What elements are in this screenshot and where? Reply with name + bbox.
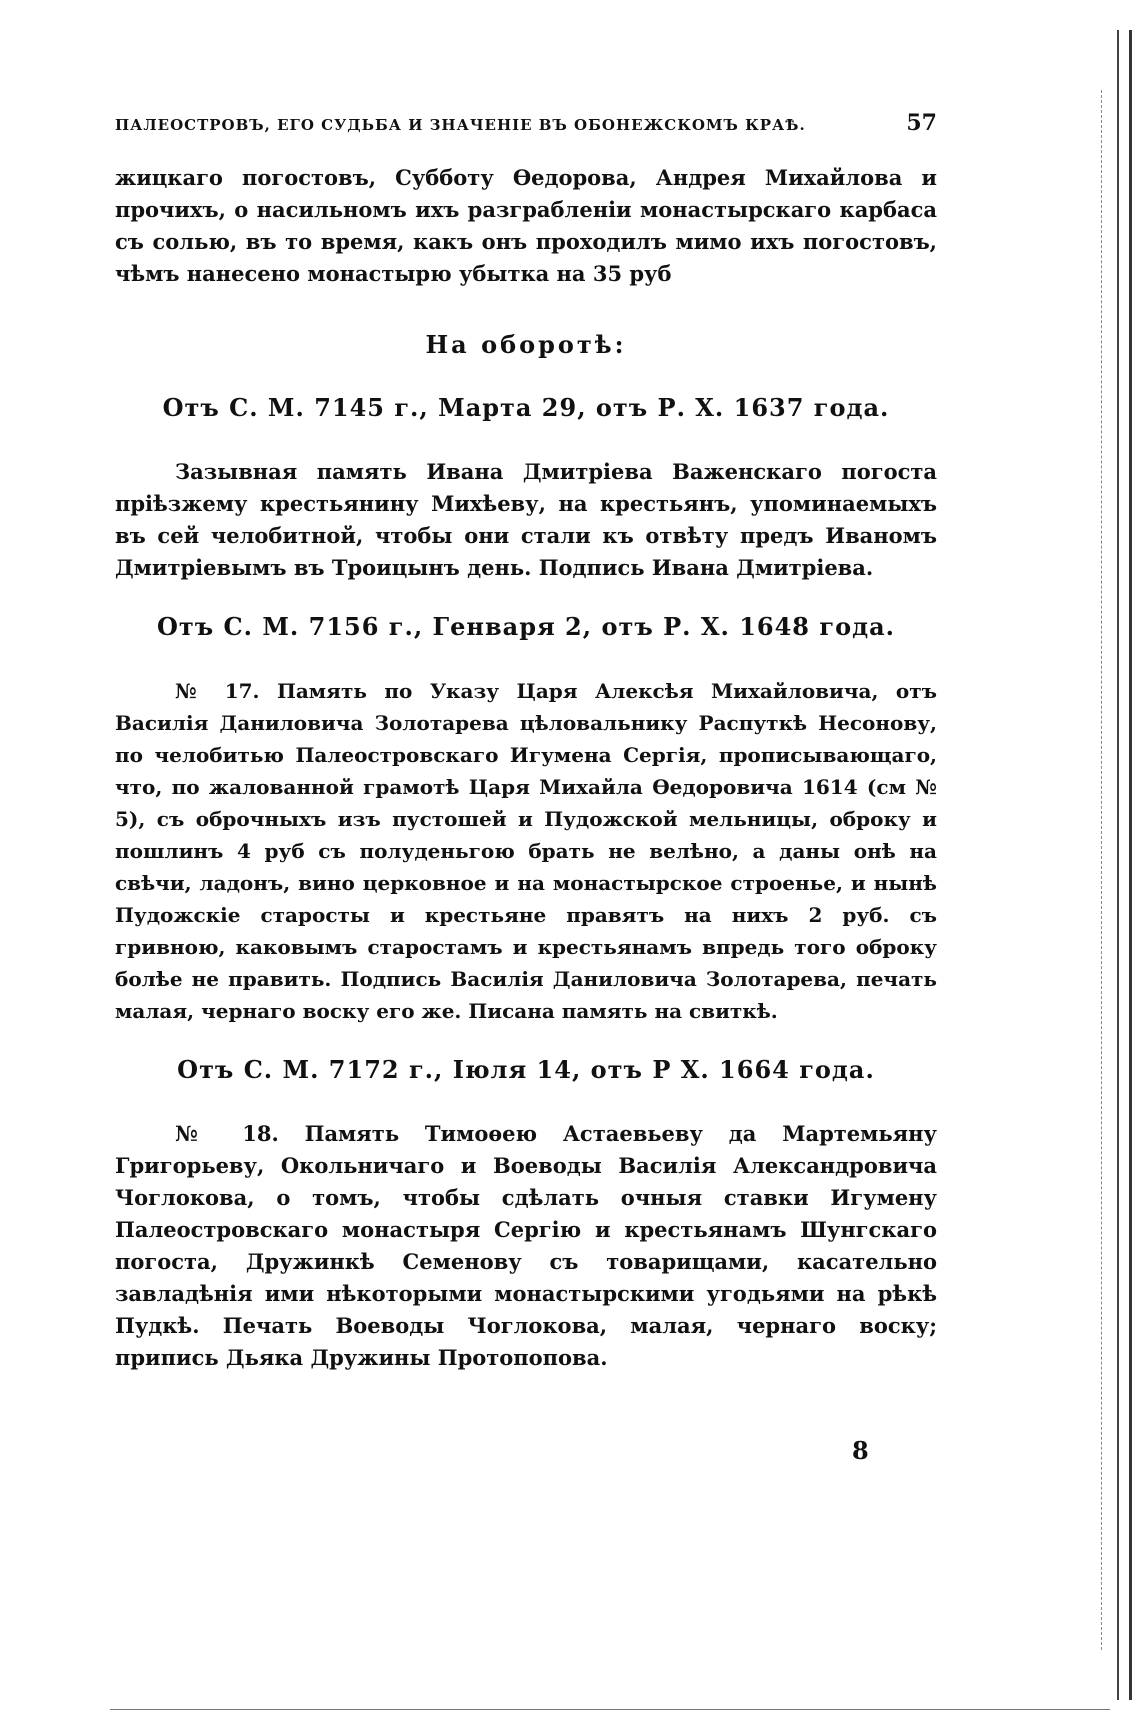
running-title: ПАЛЕОСТРОВЪ, ЕГО СУДЬБА И ЗНАЧЕНІЕ ВЪ ОБОНЕЖСКОМЪ КРАѢ.	[115, 116, 806, 134]
entry-date: Отъ С. М. 7172 г., Іюля 14, отъ Р Х. 1664 года.	[177, 1055, 875, 1084]
entry-text: № 18. Память Тимоѳею Астаевьеву да Мартемьяну Григорьеву, Окольничаго и Воеводы Василія Александровича Чоглокова, о томъ, чтобы сдѣлать очныя ставки Игумену Палеостровскаго монастыря Сергію и крестьянамъ Шунгскаго погоста, Дружинкѣ Семенову съ товарищами, касательно завладѣнія ими нѣкоторыми монастырскими угодьями на рѣкѣ Пудкѣ. Печать Воеводы Чоглокова, малая, чернаго воску; припись Дьяка Дружины Протопопова.	[115, 1121, 937, 1370]
entry-text: № 17. Память по Указу Царя Алексѣя Михайловича, отъ Василія Даниловича Золотарева цѣловальнику Распуткѣ Несонову, по челобитью Палеостровскаго Игумена Сергія, прописывающаго, что, по жалованной грамотѣ Царя Михайла Ѳедоровича 1614 (см № 5), съ оброчныхъ изъ пустошей и Пудожской мельницы, оброку и пошлинъ 4 руб съ полуденьгою брать не велѣно, а даны онѣ на свѣчи, ладонъ, вино церковное и на монастырское строенье, и нынѣ Пудожскіе старосты и крестьяне правятъ на нихъ 2 руб. съ гривною, каковымъ старостамъ и крестьянамъ впредь того оброку болѣе не править. Подпись Василія Даниловича Золотарева, печать малая, чернаго воску его же. Писана память на свиткѣ.	[115, 679, 937, 1023]
page-number: 57	[906, 110, 937, 136]
text-column	[115, 110, 937, 1374]
reverse-heading: На оборотѣ:	[425, 330, 627, 359]
entry-date: Отъ С. М. 7145 г., Марта 29, отъ Р. Х. 1637 года.	[162, 393, 890, 422]
signature-mark: 8	[852, 1436, 869, 1465]
binding-shadow	[1101, 90, 1102, 1650]
running-header	[115, 110, 937, 136]
intro-paragraph: жицкаго погостовъ, Субботу Ѳедорова, Андрея Михайлова и прочихъ, о насильномъ ихъ разграбленіи монастырскаго карбаса съ солью, въ то время, какъ онъ проходилъ мимо ихъ погостовъ, чѣмъ нанесено монастырю убытка на 35 руб	[115, 165, 937, 286]
binding-edge	[1117, 30, 1132, 1700]
page-bottom-edge	[110, 1709, 1110, 1710]
entry-date: Отъ С. М. 7156 г., Генваря 2, отъ Р. Х. 1648 года.	[157, 612, 895, 641]
entry-text: Зазывная память Ивана Дмитріева Важенскаго погоста пріѣзжему крестьянину Михѣеву, на крестьянъ, упоминаемыхъ въ сей челобитной, чтобы они стали къ отвѣту предъ Иваномъ Дмитріевымъ въ Троицынъ день. Подпись Ивана Дмитріева.	[115, 459, 937, 580]
